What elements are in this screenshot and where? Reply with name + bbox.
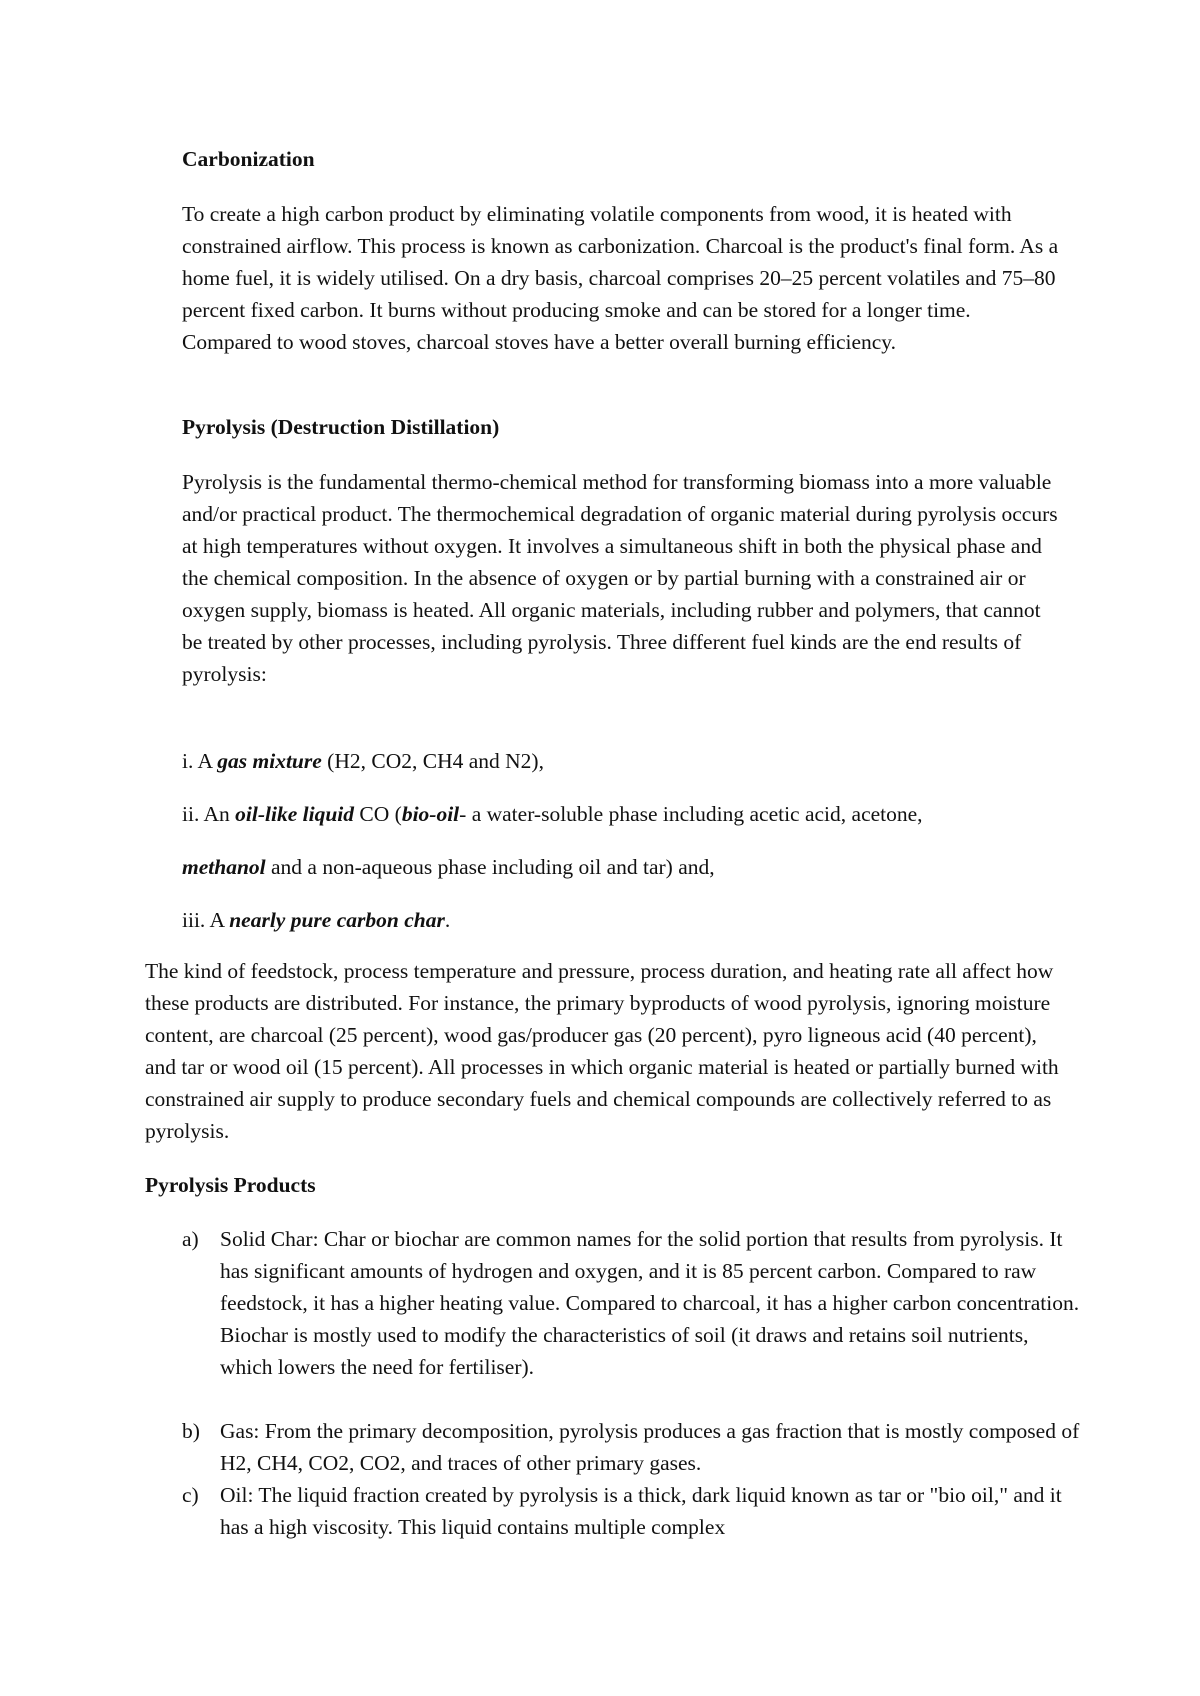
product-item-gas-mixture: [182, 745, 1062, 777]
item-emphasis: nearly pure carbon char: [229, 908, 445, 932]
list-marker: c): [182, 1483, 199, 1507]
item-emphasis-methanol: methanol: [182, 855, 266, 879]
item-prefix: i. A: [182, 749, 218, 773]
list-item-text: Solid Char: Char or biochar are common names for the solid portion that results from pyrolysis. It has significant amounts of hydrogen and oxygen, and it is 85 percent carbon. Compared to raw feedstock, it has a higher heating value. Compared to charcoal, it has a higher carbon concentration. Biochar is mostly used to modify the characteristics of soil (it draws and retains soil nutrients, which lowers the need for fertiliser).: [220, 1227, 1080, 1379]
list-item-text: Oil: The liquid fraction created by pyrolysis is a thick, dark liquid known as tar or "bio oil," and it has a high viscosity. This liquid contains multiple complex: [220, 1483, 1062, 1539]
product-item-carbon-char: [182, 904, 1062, 936]
item-suffix: - a water-soluble phase including acetic acid, acetone,: [459, 802, 923, 826]
item-prefix: iii. A: [182, 908, 230, 932]
carbonization-heading: Carbonization: [182, 147, 315, 171]
carbonization-paragraph: To create a high carbon product by eliminating volatile components from wood, it is heated with constrained airflow. This process is known as carbonization. Charcoal is the product's final form. As a home fuel, it is widely utilised. On a dry basis, charcoal comprises 20–25 percent volatiles and 75–80 percent fixed carbon. It burns without producing smoke and can be stored for a longer time. Compared to wood stoves, charcoal stoves have a better overall burning efficiency.: [182, 202, 1059, 354]
list-item-text: Gas: From the primary decomposition, pyrolysis produces a gas fraction that is mostly composed of H2, CH4, CO2, CO2, and traces of other primary gases.: [220, 1419, 1080, 1475]
list-item: [182, 1415, 1082, 1479]
item-suffix: and a non-aqueous phase including oil and tar) and,: [265, 855, 715, 879]
item-prefix: ii. An: [182, 802, 236, 826]
item-middle: CO (: [354, 802, 402, 826]
distribution-paragraph: The kind of feedstock, process temperature and pressure, process duration, and heating rate all affect how these products are distributed. For instance, the primary byproducts of wood pyrolysis, ignoring moisture content, are charcoal (25 percent), wood gas/producer gas (20 percent), pyro ligneous acid (40 percent), and tar or wood oil (15 percent). All processes in which organic material is heated or partially burned with constrained air supply to produce secondary fuels and chemical compounds are collectively referred to as pyrolysis.: [145, 959, 1059, 1143]
item-emphasis: gas mixture: [217, 749, 322, 773]
product-item-oil-continuation: [182, 851, 1062, 883]
list-marker: b): [182, 1419, 200, 1443]
list-item: [182, 1223, 1082, 1415]
list-item: [182, 1479, 1082, 1543]
product-item-oil-like-liquid: [182, 798, 1062, 830]
item-emphasis: oil-like liquid: [235, 802, 355, 826]
pyrolysis-heading: Pyrolysis (Destruction Distillation): [182, 415, 500, 439]
item-suffix: .: [444, 908, 451, 932]
item-emphasis-bio-oil: bio-oil: [401, 802, 460, 826]
item-suffix: (H2, CO2, CH4 and N2),: [321, 749, 544, 773]
pyrolysis-paragraph: Pyrolysis is the fundamental thermo-chemical method for transforming biomass into a more valuable and/or practical product. The thermochemical degradation of organic material during pyrolysis occurs at high temperatures without oxygen. It involves a simultaneous shift in both the physical phase and the chemical composition. In the absence of oxygen or by partial burning with a constrained air or oxygen supply, biomass is heated. All organic materials, including rubber and polymers, that cannot be treated by other processes, including pyrolysis. Three different fuel kinds are the end results of pyrolysis:: [182, 470, 1058, 686]
pyrolysis-products-heading: Pyrolysis Products: [145, 1173, 316, 1197]
list-marker: a): [182, 1227, 199, 1251]
